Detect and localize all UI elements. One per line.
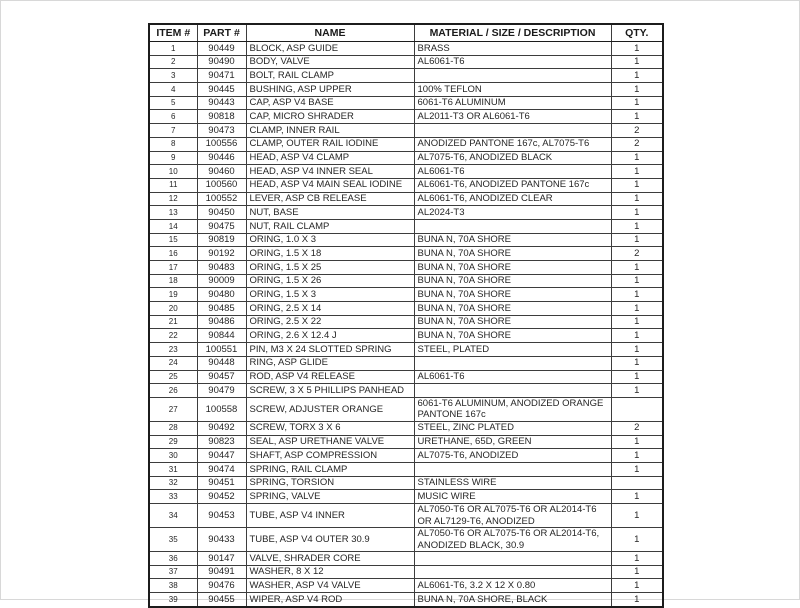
part-number-cell: 90449: [197, 42, 246, 56]
part-number-cell: 90460: [197, 165, 246, 179]
material-cell: AL2024-T3: [414, 206, 611, 220]
qty-cell: 1: [611, 192, 663, 206]
material-cell: MUSIC WIRE: [414, 490, 611, 504]
item-number-cell: 5: [149, 96, 197, 110]
name-cell: BLOCK, ASP GUIDE: [246, 42, 414, 56]
material-cell: 6061-T6 ALUMINUM: [414, 96, 611, 110]
qty-cell: 1: [611, 178, 663, 192]
table-row: [149, 151, 663, 165]
qty-cell: 2: [611, 247, 663, 261]
name-cell: WIPER, ASP V4 ROD: [246, 593, 414, 607]
item-number-cell: 18: [149, 274, 197, 288]
qty-cell: 1: [611, 315, 663, 329]
item-number-cell: 34: [149, 504, 197, 528]
bom-table-body: [149, 42, 663, 607]
name-cell: LEVER, ASP CB RELEASE: [246, 192, 414, 206]
col-header-qty: QTY.: [611, 24, 663, 42]
item-number-cell: 28: [149, 421, 197, 435]
part-number-cell: 90452: [197, 490, 246, 504]
table-row: [149, 384, 663, 398]
qty-cell: 1: [611, 274, 663, 288]
part-number-cell: 90450: [197, 206, 246, 220]
name-cell: NUT, RAIL CLAMP: [246, 219, 414, 233]
item-number-cell: 16: [149, 247, 197, 261]
table-row: [149, 96, 663, 110]
qty-cell: 1: [611, 261, 663, 275]
qty-cell: 1: [611, 356, 663, 370]
part-number-cell: 90457: [197, 370, 246, 384]
item-number-cell: 37: [149, 565, 197, 579]
material-cell: AL6061-T6: [414, 55, 611, 69]
material-cell: BUNA N, 70A SHORE: [414, 233, 611, 247]
qty-cell: 1: [611, 55, 663, 69]
item-number-cell: 35: [149, 528, 197, 552]
part-number-cell: 90192: [197, 247, 246, 261]
table-row: [149, 370, 663, 384]
item-number-cell: 29: [149, 435, 197, 449]
item-number-cell: 25: [149, 370, 197, 384]
name-cell: SPRING, RAIL CLAMP: [246, 462, 414, 476]
part-number-cell: 90147: [197, 552, 246, 566]
table-row: [149, 490, 663, 504]
name-cell: CLAMP, INNER RAIL: [246, 124, 414, 138]
name-cell: ORING, 1.5 X 26: [246, 274, 414, 288]
qty-cell: 1: [611, 593, 663, 607]
part-number-cell: 90491: [197, 565, 246, 579]
item-number-cell: 12: [149, 192, 197, 206]
part-number-cell: 90447: [197, 449, 246, 463]
part-number-cell: 100556: [197, 137, 246, 151]
qty-cell: 1: [611, 370, 663, 384]
name-cell: VALVE, SHRADER CORE: [246, 552, 414, 566]
qty-cell: 1: [611, 219, 663, 233]
name-cell: WASHER, 8 X 12: [246, 565, 414, 579]
part-number-cell: 90492: [197, 421, 246, 435]
material-cell: [414, 219, 611, 233]
qty-cell: 1: [611, 504, 663, 528]
col-header-name: NAME: [246, 24, 414, 42]
qty-cell: 2: [611, 137, 663, 151]
header-row: [149, 24, 663, 42]
qty-cell: 1: [611, 435, 663, 449]
material-cell: BRASS: [414, 42, 611, 56]
item-number-cell: 11: [149, 178, 197, 192]
name-cell: CLAMP, OUTER RAIL IODINE: [246, 137, 414, 151]
part-number-cell: 90819: [197, 233, 246, 247]
item-number-cell: 2: [149, 55, 197, 69]
material-cell: AL6061-T6, ANODIZED PANTONE 167c: [414, 178, 611, 192]
qty-cell: 1: [611, 490, 663, 504]
name-cell: ORING, 1.5 X 25: [246, 261, 414, 275]
material-cell: BUNA N, 70A SHORE: [414, 329, 611, 343]
table-row: [149, 476, 663, 490]
material-cell: BUNA N, 70A SHORE: [414, 247, 611, 261]
part-number-cell: 90455: [197, 593, 246, 607]
col-header-part-number: PART #: [197, 24, 246, 42]
name-cell: SPRING, TORSION: [246, 476, 414, 490]
part-number-cell: 100551: [197, 343, 246, 357]
material-cell: AL6061-T6, 3.2 X 12 X 0.80: [414, 579, 611, 593]
qty-cell: 1: [611, 165, 663, 179]
qty-cell: [611, 397, 663, 421]
table-row: [149, 124, 663, 138]
item-number-cell: 1: [149, 42, 197, 56]
material-cell: STEEL, ZINC PLATED: [414, 421, 611, 435]
material-cell: ANODIZED PANTONE 167c, AL7075-T6: [414, 137, 611, 151]
qty-cell: 1: [611, 343, 663, 357]
qty-cell: 1: [611, 96, 663, 110]
table-row: [149, 565, 663, 579]
qty-cell: 1: [611, 384, 663, 398]
table-row: [149, 274, 663, 288]
qty-cell: 1: [611, 449, 663, 463]
part-number-cell: 90474: [197, 462, 246, 476]
table-row: [149, 504, 663, 528]
item-number-cell: 9: [149, 151, 197, 165]
part-number-cell: 90818: [197, 110, 246, 124]
table-row: [149, 69, 663, 83]
item-number-cell: 31: [149, 462, 197, 476]
table-row: [149, 552, 663, 566]
item-number-cell: 17: [149, 261, 197, 275]
table-row: [149, 165, 663, 179]
part-number-cell: 90473: [197, 124, 246, 138]
material-cell: STAINLESS WIRE: [414, 476, 611, 490]
material-cell: BUNA N, 70A SHORE: [414, 261, 611, 275]
name-cell: SCREW, TORX 3 X 6: [246, 421, 414, 435]
item-number-cell: 36: [149, 552, 197, 566]
material-cell: BUNA N, 70A SHORE: [414, 274, 611, 288]
name-cell: BUSHING, ASP UPPER: [246, 83, 414, 97]
part-number-cell: 90451: [197, 476, 246, 490]
qty-cell: 1: [611, 233, 663, 247]
item-number-cell: 23: [149, 343, 197, 357]
material-cell: [414, 384, 611, 398]
table-row: [149, 288, 663, 302]
table-row: [149, 302, 663, 316]
part-number-cell: 100560: [197, 178, 246, 192]
name-cell: SEAL, ASP URETHANE VALVE: [246, 435, 414, 449]
table-row: [149, 579, 663, 593]
material-cell: [414, 552, 611, 566]
col-header-item-number: ITEM #: [149, 24, 197, 42]
item-number-cell: 38: [149, 579, 197, 593]
item-number-cell: 7: [149, 124, 197, 138]
table-row: [149, 233, 663, 247]
material-cell: AL7050-T6 OR AL7075-T6 OR AL2014-T6, ANODIZED BLACK, 30.9: [414, 528, 611, 552]
qty-cell: 1: [611, 42, 663, 56]
table-row: [149, 192, 663, 206]
name-cell: HEAD, ASP V4 CLAMP: [246, 151, 414, 165]
name-cell: SPRING, VALVE: [246, 490, 414, 504]
qty-cell: 1: [611, 462, 663, 476]
material-cell: BUNA N, 70A SHORE: [414, 315, 611, 329]
table-row: [149, 315, 663, 329]
name-cell: CAP, ASP V4 BASE: [246, 96, 414, 110]
part-number-cell: 90486: [197, 315, 246, 329]
name-cell: RING, ASP GLIDE: [246, 356, 414, 370]
table-row: [149, 137, 663, 151]
bom-table: [148, 23, 664, 608]
name-cell: BOLT, RAIL CLAMP: [246, 69, 414, 83]
item-number-cell: 14: [149, 219, 197, 233]
qty-cell: 1: [611, 206, 663, 220]
table-row: [149, 83, 663, 97]
part-number-cell: 90823: [197, 435, 246, 449]
item-number-cell: 6: [149, 110, 197, 124]
table-row: [149, 261, 663, 275]
item-number-cell: 20: [149, 302, 197, 316]
table-row: [149, 329, 663, 343]
table-row: [149, 356, 663, 370]
item-number-cell: 4: [149, 83, 197, 97]
qty-cell: 2: [611, 421, 663, 435]
qty-cell: 1: [611, 83, 663, 97]
name-cell: TUBE, ASP V4 INNER: [246, 504, 414, 528]
material-cell: AL7075-T6, ANODIZED BLACK: [414, 151, 611, 165]
part-number-cell: 90446: [197, 151, 246, 165]
material-cell: AL7075-T6, ANODIZED: [414, 449, 611, 463]
name-cell: HEAD, ASP V4 INNER SEAL: [246, 165, 414, 179]
table-row: [149, 247, 663, 261]
material-cell: URETHANE, 65D, GREEN: [414, 435, 611, 449]
name-cell: HEAD, ASP V4 MAIN SEAL IODINE: [246, 178, 414, 192]
table-row: [149, 449, 663, 463]
material-cell: AL6061-T6: [414, 370, 611, 384]
item-number-cell: 24: [149, 356, 197, 370]
name-cell: NUT, BASE: [246, 206, 414, 220]
material-cell: [414, 356, 611, 370]
item-number-cell: 13: [149, 206, 197, 220]
name-cell: ROD, ASP V4 RELEASE: [246, 370, 414, 384]
part-number-cell: 90476: [197, 579, 246, 593]
item-number-cell: 19: [149, 288, 197, 302]
material-cell: [414, 124, 611, 138]
qty-cell: 1: [611, 528, 663, 552]
name-cell: ORING, 2.6 X 12.4 J: [246, 329, 414, 343]
item-number-cell: 39: [149, 593, 197, 607]
qty-cell: 1: [611, 69, 663, 83]
part-number-cell: 90448: [197, 356, 246, 370]
material-cell: STEEL, PLATED: [414, 343, 611, 357]
material-cell: AL6061-T6: [414, 165, 611, 179]
table-row: [149, 397, 663, 421]
table-row: [149, 435, 663, 449]
name-cell: ORING, 1.5 X 3: [246, 288, 414, 302]
part-number-cell: 90844: [197, 329, 246, 343]
part-number-cell: 100558: [197, 397, 246, 421]
name-cell: CAP, MICRO SHRADER: [246, 110, 414, 124]
material-cell: 100% TEFLON: [414, 83, 611, 97]
name-cell: TUBE, ASP V4 OUTER 30.9: [246, 528, 414, 552]
name-cell: ORING, 1.5 X 18: [246, 247, 414, 261]
material-cell: 6061-T6 ALUMINUM, ANODIZED ORANGE PANTONE 167c: [414, 397, 611, 421]
table-row: [149, 462, 663, 476]
qty-cell: 2: [611, 124, 663, 138]
part-number-cell: 90453: [197, 504, 246, 528]
part-number-cell: 90471: [197, 69, 246, 83]
name-cell: BODY, VALVE: [246, 55, 414, 69]
part-number-cell: 90485: [197, 302, 246, 316]
item-number-cell: 15: [149, 233, 197, 247]
item-number-cell: 30: [149, 449, 197, 463]
name-cell: ORING, 2.5 X 22: [246, 315, 414, 329]
item-number-cell: 8: [149, 137, 197, 151]
qty-cell: 1: [611, 151, 663, 165]
name-cell: WASHER, ASP V4 VALVE: [246, 579, 414, 593]
part-number-cell: 90443: [197, 96, 246, 110]
qty-cell: 1: [611, 579, 663, 593]
material-cell: [414, 69, 611, 83]
table-row: [149, 178, 663, 192]
table-row: [149, 42, 663, 56]
material-cell: AL6061-T6, ANODIZED CLEAR: [414, 192, 611, 206]
part-number-cell: 90490: [197, 55, 246, 69]
qty-cell: 1: [611, 302, 663, 316]
part-number-cell: 90433: [197, 528, 246, 552]
table-row: [149, 528, 663, 552]
qty-cell: 1: [611, 288, 663, 302]
item-number-cell: 32: [149, 476, 197, 490]
item-number-cell: 10: [149, 165, 197, 179]
item-number-cell: 21: [149, 315, 197, 329]
table-row: [149, 421, 663, 435]
name-cell: PIN, M3 X 24 SLOTTED SPRING: [246, 343, 414, 357]
name-cell: ORING, 1.0 X 3: [246, 233, 414, 247]
table-row: [149, 55, 663, 69]
part-number-cell: 100552: [197, 192, 246, 206]
name-cell: ORING, 2.5 X 14: [246, 302, 414, 316]
name-cell: SCREW, 3 X 5 PHILLIPS PANHEAD: [246, 384, 414, 398]
qty-cell: 1: [611, 552, 663, 566]
item-number-cell: 3: [149, 69, 197, 83]
part-number-cell: 90009: [197, 274, 246, 288]
table-row: [149, 219, 663, 233]
material-cell: BUNA N, 70A SHORE: [414, 302, 611, 316]
qty-cell: 1: [611, 329, 663, 343]
material-cell: AL7050-T6 OR AL7075-T6 OR AL2014-T6 OR AL7129-T6, ANODIZED: [414, 504, 611, 528]
item-number-cell: 22: [149, 329, 197, 343]
part-number-cell: 90479: [197, 384, 246, 398]
part-number-cell: 90445: [197, 83, 246, 97]
qty-cell: 1: [611, 565, 663, 579]
table-row: [149, 343, 663, 357]
name-cell: SCREW, ADJUSTER ORANGE: [246, 397, 414, 421]
material-cell: AL2011-T3 OR AL6061-T6: [414, 110, 611, 124]
part-number-cell: 90483: [197, 261, 246, 275]
material-cell: [414, 565, 611, 579]
table-row: [149, 110, 663, 124]
qty-cell: [611, 476, 663, 490]
material-cell: [414, 462, 611, 476]
part-number-cell: 90475: [197, 219, 246, 233]
part-number-cell: 90480: [197, 288, 246, 302]
item-number-cell: 27: [149, 397, 197, 421]
material-cell: BUNA N, 70A SHORE, BLACK: [414, 593, 611, 607]
item-number-cell: 33: [149, 490, 197, 504]
name-cell: SHAFT, ASP COMPRESSION: [246, 449, 414, 463]
table-row: [149, 206, 663, 220]
col-header-material-size-description: MATERIAL / SIZE / DESCRIPTION: [414, 24, 611, 42]
qty-cell: 1: [611, 110, 663, 124]
item-number-cell: 26: [149, 384, 197, 398]
material-cell: BUNA N, 70A SHORE: [414, 288, 611, 302]
